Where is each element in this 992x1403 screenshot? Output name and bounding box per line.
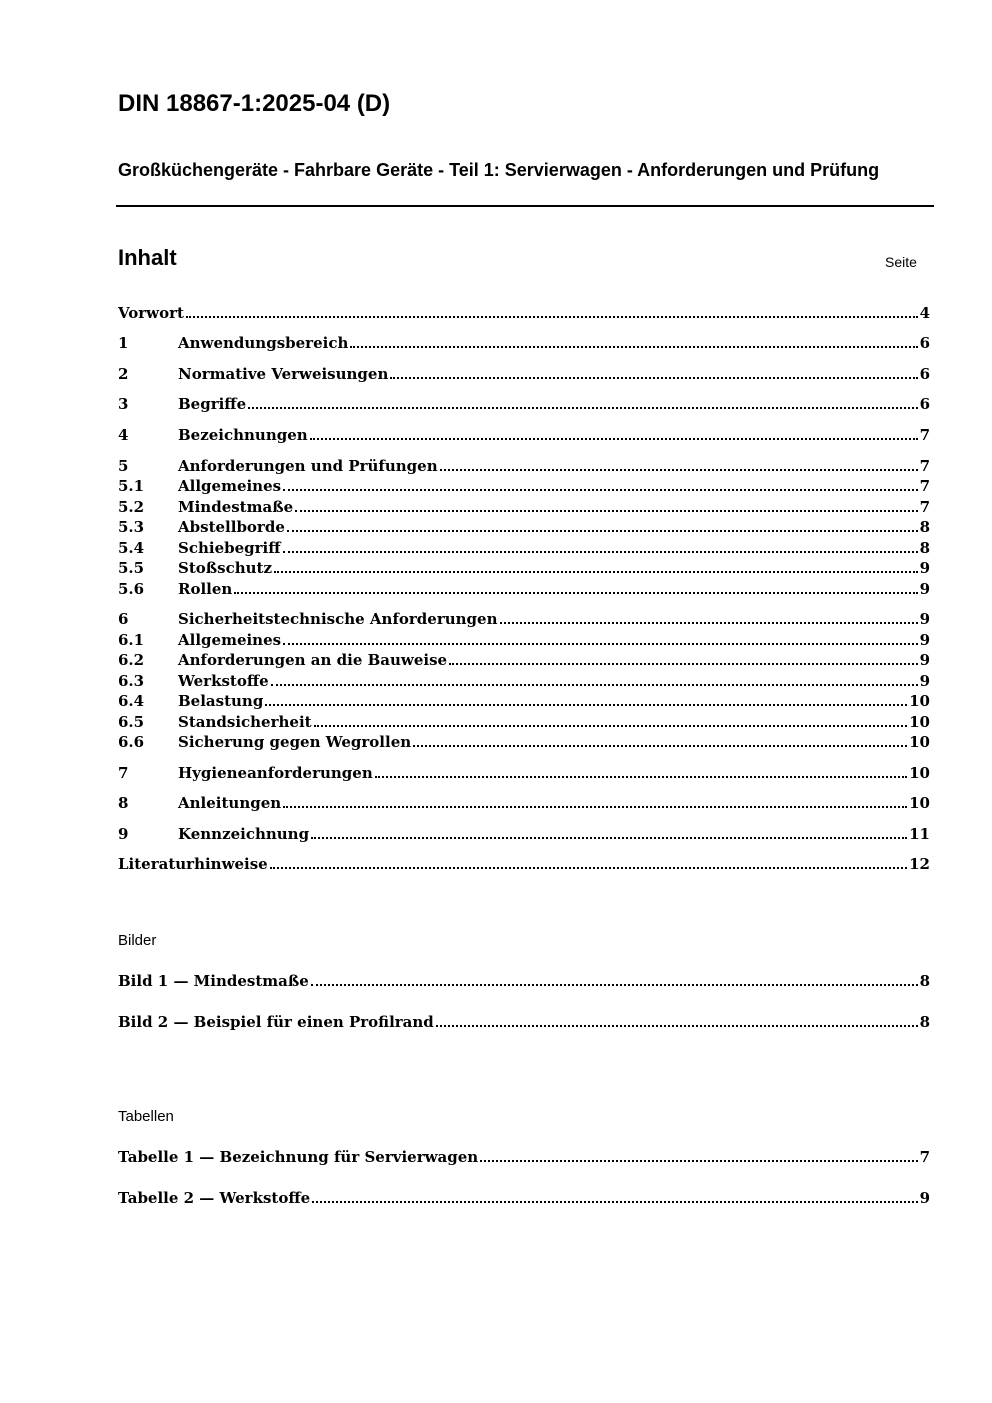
toc-entry-number: 6.5 [118, 713, 145, 731]
toc-entry[interactable] [118, 393, 930, 413]
entry-title: Literaturhinweise [118, 855, 268, 873]
entry-title: Allgemeines [178, 631, 282, 649]
entry-title: Abstellborde [178, 518, 285, 536]
figures-label: Bilder [118, 932, 157, 949]
entry-title: Mindestmaße [178, 498, 294, 516]
dot-leader [234, 580, 917, 594]
dot-leader [287, 518, 918, 532]
toc-heading: Inhalt [118, 245, 177, 270]
dot-leader [283, 631, 917, 645]
toc-entry[interactable] [118, 302, 930, 322]
entry-page-number: 9 [919, 631, 930, 649]
list-entry[interactable] [118, 1011, 930, 1031]
toc-entry-number: 7 [118, 764, 129, 782]
dot-leader [480, 1148, 917, 1162]
dot-leader [283, 794, 907, 808]
entry-title: Werkstoffe [178, 672, 269, 690]
entry-page-number: 10 [909, 733, 930, 751]
toc-entry[interactable] [118, 731, 930, 751]
dot-leader [375, 764, 907, 778]
dot-leader [500, 610, 918, 624]
toc-entry[interactable] [118, 363, 930, 383]
dot-leader [295, 498, 917, 512]
toc-entry[interactable] [118, 670, 930, 690]
entry-page-number: 7 [919, 426, 930, 444]
list-entry[interactable] [118, 970, 930, 990]
toc-entry-number: 6.3 [118, 672, 145, 690]
entry-title: Kennzeichnung [178, 825, 310, 843]
entry-page-number: 9 [919, 610, 930, 628]
entry-page-number: 10 [909, 794, 930, 812]
entry-title: Bild 2 — Beispiel für einen Profilrand [118, 1013, 434, 1031]
list-entry[interactable] [118, 1146, 930, 1166]
dot-leader [265, 692, 907, 706]
toc-entry[interactable] [118, 792, 930, 812]
toc-entry-number: 5.6 [118, 580, 145, 598]
entry-page-number: 9 [919, 651, 930, 669]
entry-page-number: 7 [919, 477, 930, 495]
dot-leader [314, 713, 908, 727]
toc-entry-number: 5.1 [118, 477, 145, 495]
entry-page-number: 11 [909, 825, 930, 843]
toc-entry[interactable] [118, 629, 930, 649]
entry-page-number: 7 [919, 1148, 930, 1166]
dot-leader [440, 457, 918, 471]
toc-entry-number: 5.3 [118, 518, 145, 536]
dot-leader [413, 733, 907, 747]
entry-page-number: 8 [919, 539, 930, 557]
dot-leader [311, 972, 918, 986]
entry-title: Schiebegriff [178, 539, 281, 557]
toc-entry[interactable] [118, 608, 930, 628]
entry-title: Tabelle 2 — Werkstoffe [118, 1189, 311, 1207]
entry-title: Begriffe [178, 395, 247, 413]
toc-entry-number: 5.4 [118, 539, 145, 557]
toc-entry[interactable] [118, 332, 930, 352]
toc-entry-number: 5.5 [118, 559, 145, 577]
toc-entry[interactable] [118, 424, 930, 444]
toc-entry-number: 6.2 [118, 651, 145, 669]
dot-leader [350, 334, 917, 348]
entry-title: Anwendungsbereich [178, 334, 349, 352]
entry-title: Bezeichnungen [178, 426, 308, 444]
entry-title: Belastung [178, 692, 264, 710]
entry-title: Standsicherheit [178, 713, 312, 731]
toc-entry[interactable] [118, 823, 930, 843]
list-entry[interactable] [118, 1187, 930, 1207]
document-id: DIN 18867-1:2025-04 (D) [118, 90, 391, 117]
dot-leader [449, 651, 918, 665]
toc-entry[interactable] [118, 557, 930, 577]
toc-entry-number: 6.6 [118, 733, 145, 751]
dot-leader [311, 825, 907, 839]
entry-page-number: 6 [919, 365, 930, 383]
entry-page-number: 6 [919, 395, 930, 413]
title-rule [116, 205, 934, 207]
dot-leader [390, 365, 917, 379]
entry-page-number: 8 [919, 518, 930, 536]
entry-title: Rollen [178, 580, 233, 598]
toc-entry[interactable] [118, 762, 930, 782]
entry-title: Anforderungen an die Bauweise [178, 651, 448, 669]
toc-entry-number: 4 [118, 426, 129, 444]
entry-page-number: 4 [919, 304, 930, 322]
dot-leader [283, 539, 918, 553]
dot-leader [283, 477, 917, 491]
entry-title: Vorwort [118, 304, 184, 322]
entry-title: Sicherheitstechnische Anforderungen [178, 610, 498, 628]
entry-page-number: 7 [919, 457, 930, 475]
dot-leader [310, 426, 918, 440]
entry-title: Stoßschutz [178, 559, 272, 577]
page-column-label: Seite [885, 254, 917, 270]
entry-title: Anleitungen [178, 794, 282, 812]
toc-entry[interactable] [118, 649, 930, 669]
entry-title: Anforderungen und Prüfungen [178, 457, 438, 475]
toc-entry-number: 3 [118, 395, 129, 413]
dot-leader [274, 559, 918, 573]
toc-entry-number: 5.2 [118, 498, 145, 516]
toc-entry[interactable] [118, 516, 930, 536]
entry-page-number: 8 [919, 1013, 930, 1031]
toc-entry-number: 1 [118, 334, 129, 352]
toc-entry[interactable] [118, 690, 930, 710]
toc-entry-number: 5 [118, 457, 129, 475]
entry-title: Allgemeines [178, 477, 282, 495]
entry-title: Sicherung gegen Wegrollen [178, 733, 412, 751]
toc-entry[interactable] [118, 475, 930, 495]
toc-entry-number: 6 [118, 610, 129, 628]
dot-leader [271, 672, 918, 686]
entry-title: Hygieneanforderungen [178, 764, 373, 782]
toc-entry[interactable] [118, 496, 930, 516]
entry-page-number: 9 [919, 1189, 930, 1207]
tables-label: Tabellen [118, 1108, 174, 1125]
entry-page-number: 12 [909, 855, 930, 873]
toc-entry-number: 9 [118, 825, 129, 843]
toc-entry[interactable] [118, 455, 930, 475]
entry-title: Bild 1 — Mindestmaße [118, 972, 309, 990]
dot-leader [186, 304, 918, 318]
toc-entry-number: 6.1 [118, 631, 145, 649]
entry-page-number: 8 [919, 972, 930, 990]
entry-page-number: 9 [919, 580, 930, 598]
entry-page-number: 6 [919, 334, 930, 352]
toc-entry[interactable] [118, 578, 930, 598]
entry-page-number: 10 [909, 692, 930, 710]
toc-entry-number: 8 [118, 794, 129, 812]
toc-entry-number: 6.4 [118, 692, 145, 710]
entry-page-number: 7 [919, 498, 930, 516]
entry-page-number: 10 [909, 764, 930, 782]
dot-leader [436, 1013, 918, 1027]
toc-entry[interactable] [118, 711, 930, 731]
entry-title: Normative Verweisungen [178, 365, 389, 383]
toc-entry[interactable] [118, 537, 930, 557]
toc-entry[interactable] [118, 853, 930, 873]
entry-page-number: 9 [919, 672, 930, 690]
dot-leader [312, 1189, 917, 1203]
dot-leader [248, 395, 917, 409]
toc-entry-number: 2 [118, 365, 129, 383]
entry-page-number: 9 [919, 559, 930, 577]
document-title: Großküchengeräte - Fahrbare Geräte - Teil 1: Servierwagen - Anforderungen und Prüfung [118, 160, 880, 180]
entry-title: Tabelle 1 — Bezeichnung für Servierwagen [118, 1148, 479, 1166]
dot-leader [270, 855, 907, 869]
entry-page-number: 10 [909, 713, 930, 731]
